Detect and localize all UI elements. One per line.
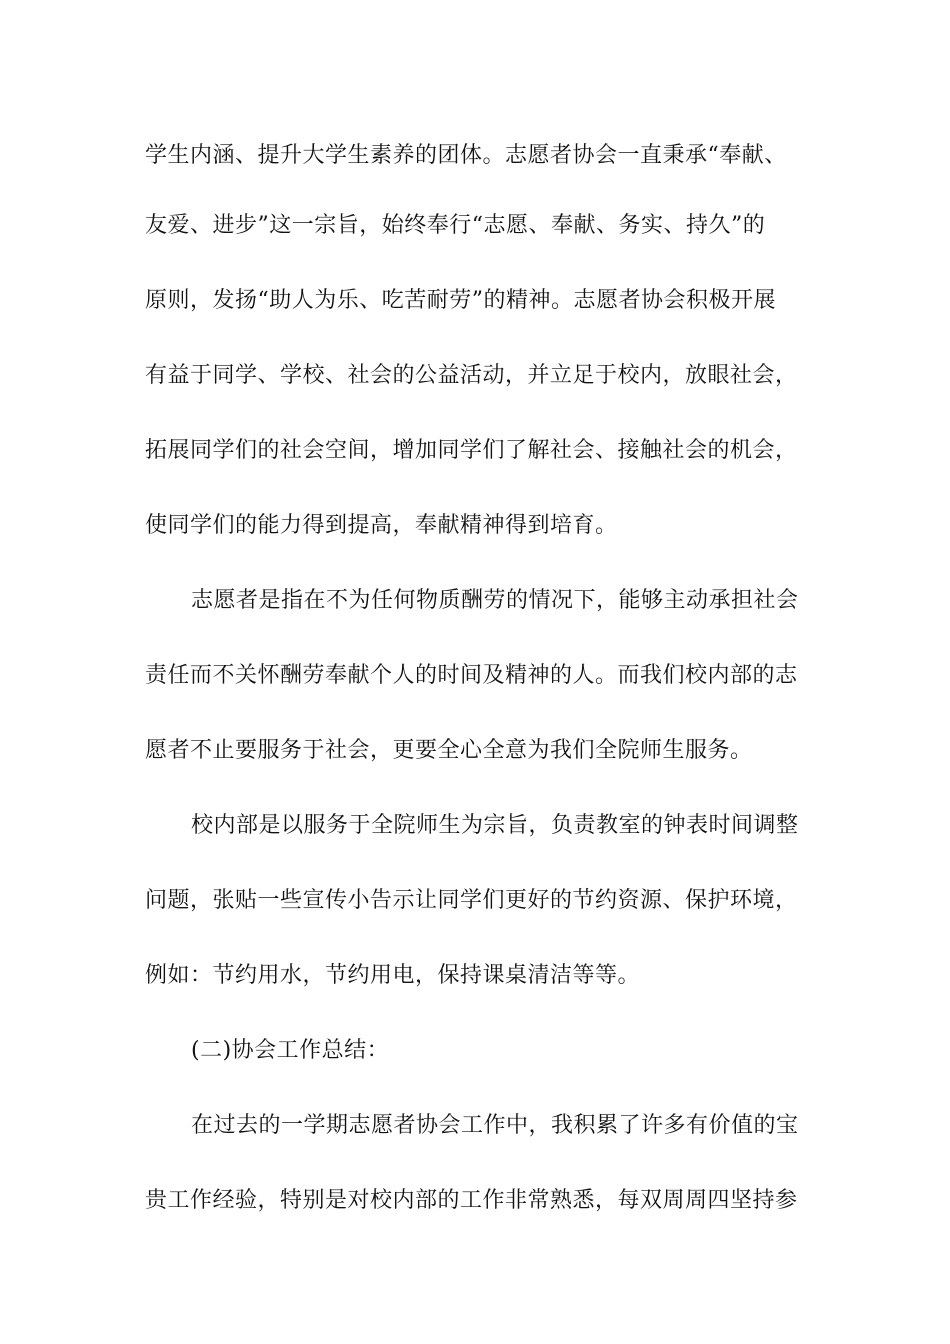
text-line: 愿者不止要服务于社会，更要全心全意为我们全院师生服务。 <box>145 738 753 763</box>
text-line: 贵工作经验，特别是对校内部的工作非常熟悉，每双周周四坚持参 <box>145 1188 798 1213</box>
paragraph-start-line: 校内部是以服务于全院师生为宗旨，负责教室的钟表时间调整 <box>191 813 799 838</box>
paragraph-start-line: 志愿者是指在不为任何物质酬劳的情况下，能够主动承担社会 <box>191 588 799 613</box>
text-line: 使同学们的能力得到提高，奉献精神得到培育。 <box>145 513 618 538</box>
text-line: 学生内涵、提升大学生素养的团体。志愿者协会一直秉承“奉献、 <box>145 143 787 168</box>
text-line: 友爱、进步”这一宗旨，始终奉行“志愿、奉献、务实、持久”的 <box>145 213 766 238</box>
paragraph-start-line: 在过去的一学期志愿者协会工作中，我积累了许多有价值的宝 <box>191 1113 799 1138</box>
text-line: 拓展同学们的社会空间，增加同学们了解社会、接触社会的机会， <box>145 438 798 463</box>
text-line: 问题，张贴一些宣传小告示让同学们更好的节约资源、保护环境， <box>145 888 798 913</box>
text-line: 有益于同学、学校、社会的公益活动，并立足于校内，放眼社会， <box>145 363 798 388</box>
text-line: 原则，发扬“助人为乐、吃苦耐劳”的精神。志愿者协会积极开展 <box>145 288 776 313</box>
section-heading: (二)协会工作总结： <box>191 1038 390 1063</box>
text-line: 责任而不关怀酬劳奉献个人的时间及精神的人。而我们校内部的志 <box>145 663 798 688</box>
text-line: 例如：节约用水，节约用电，保持课桌清洁等等。 <box>145 963 641 988</box>
